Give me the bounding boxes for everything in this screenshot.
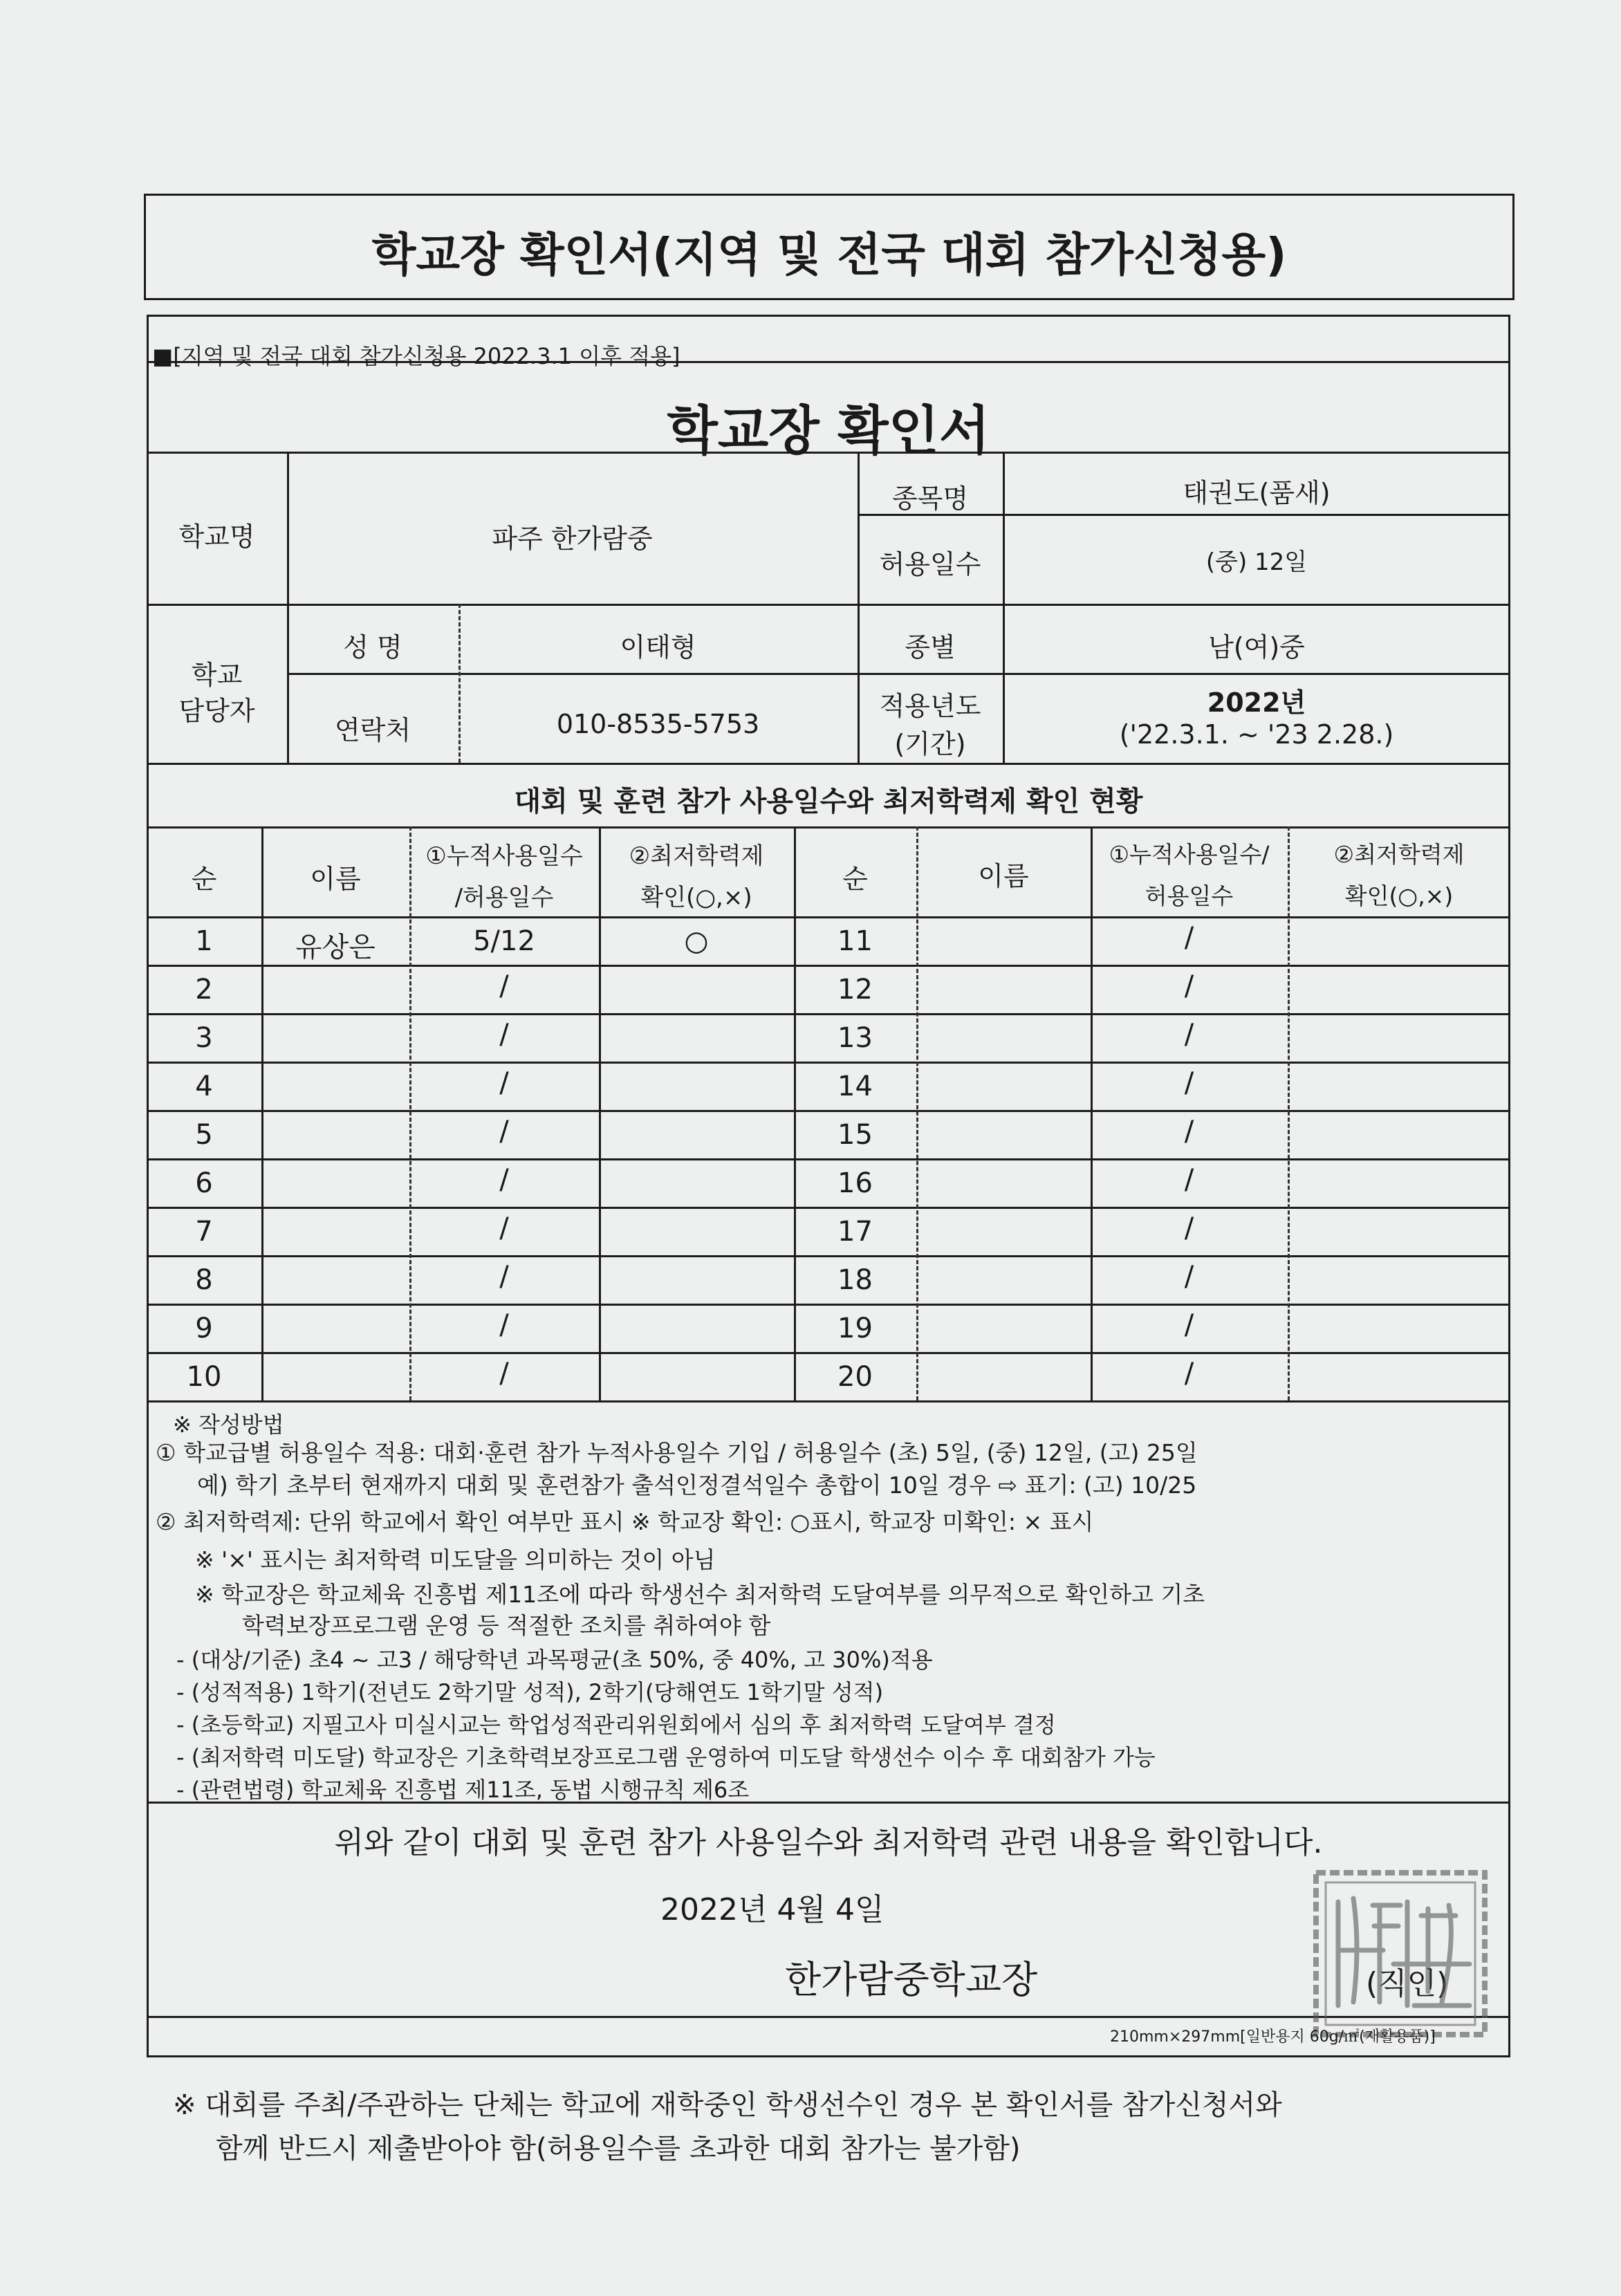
row-days-right: / xyxy=(1184,1212,1194,1244)
school-name-value: 파주 한가람중 xyxy=(492,524,653,554)
row-days: / xyxy=(499,1212,509,1244)
year-label-1: 적용년도 xyxy=(879,691,981,721)
row-days: / xyxy=(499,1019,509,1050)
principal-name: 한가람중학교장 xyxy=(785,1958,1038,2001)
row-days: / xyxy=(499,1358,509,1389)
row-no-right: 20 xyxy=(837,1361,873,1393)
row-days-right: / xyxy=(1184,1019,1194,1050)
header-min-1: ②최저학력제 xyxy=(629,842,764,870)
row-days: / xyxy=(499,970,509,1002)
row-days: / xyxy=(499,1261,509,1293)
row-no: 5 xyxy=(195,1119,213,1151)
status-title: 대회 및 훈련 참가 사용일수와 최저학력제 확인 현황 xyxy=(514,786,1143,817)
instruction-line: ① 학교급별 허용일수 적용: 대회·훈련 참가 누적사용일수 기입 / 허용일수 (초) 5일, (중) 12일, (고) 25일 xyxy=(156,1439,1198,1466)
header-days-right-2: 허용일수 xyxy=(1145,882,1234,909)
footer-note-line-1: ※ 대회를 주최/주관하는 단체는 학교에 재학중인 학생선수인 경우 본 확인서를 참가신청서와 xyxy=(173,2089,1282,2121)
gender-label: 종별 xyxy=(905,632,956,663)
row-days-right: / xyxy=(1184,1358,1194,1389)
row-days: / xyxy=(499,1164,509,1196)
row-no: 6 xyxy=(195,1167,213,1199)
instruction-line: - (성적적용) 1학기(전년도 2학기말 성적), 2학기(당해연도 1학기말 성적) xyxy=(176,1679,884,1705)
header-name: 이름 xyxy=(310,864,361,894)
header-no: 순 xyxy=(191,864,217,894)
official-seal-icon xyxy=(1310,1867,1490,2040)
row-days: / xyxy=(499,1309,509,1341)
row-no: 9 xyxy=(195,1313,213,1344)
header-name-right: 이름 xyxy=(978,861,1029,891)
instruction-line: 예) 학기 초부터 현재까지 대회 및 훈련참가 출석인정결석일수 총합이 10일 경우 ⇨ 표기: (고) 10/25 xyxy=(197,1472,1197,1499)
period-value: ('22.3.1. ~ '23 2.28.) xyxy=(1119,719,1394,750)
manager-label-2: 담당자 xyxy=(178,696,255,726)
row-days-right: / xyxy=(1184,970,1194,1002)
row-no-right: 18 xyxy=(837,1264,873,1296)
header-min-right-2: 확인(○,×) xyxy=(1344,882,1454,909)
form-title: 학교장 확인서 xyxy=(667,400,990,461)
row-no: 1 xyxy=(195,925,213,957)
row-no: 7 xyxy=(195,1216,213,1248)
name-value: 이태형 xyxy=(620,632,696,663)
instruction-line: - (대상/기준) 초4 ~ 고3 / 해당학년 과목평균(초 50%, 중 40%, 고 30%)적용 xyxy=(176,1647,933,1673)
sport-value: 태권도(품새) xyxy=(1183,478,1331,508)
instruction-line: 학력보장프로그램 운영 등 적절한 조치를 취하여야 함 xyxy=(242,1612,771,1639)
row-no-right: 11 xyxy=(837,925,873,957)
year-value: 2022년 xyxy=(1207,687,1306,718)
contact-value: 010-8535-5753 xyxy=(556,709,760,739)
allowed-days-label: 허용일수 xyxy=(879,549,981,580)
school-name-label: 학교명 xyxy=(178,521,255,552)
row-name: 유상은 xyxy=(295,932,376,963)
header-no-right: 순 xyxy=(842,864,868,894)
sport-label: 종목명 xyxy=(891,483,969,514)
confirm-date-display: 2022년 4월 4일 xyxy=(660,1892,884,1927)
header-days-right-1: ①누적사용일수/ xyxy=(1109,841,1270,868)
row-no: 3 xyxy=(195,1022,213,1054)
row-no: 10 xyxy=(186,1361,222,1393)
row-days: / xyxy=(499,1115,509,1147)
row-no-right: 19 xyxy=(837,1313,873,1344)
manager-label-1: 학교 xyxy=(191,660,243,690)
instruction-line: - (초등학교) 지필고사 미실시교는 학업성적관리위원회에서 심의 후 최저학력 도달여부 결정 xyxy=(176,1712,1056,1738)
document-header-title: 학교장 확인서(지역 및 전국 대회 참가신청용) xyxy=(371,228,1287,281)
row-days-right: / xyxy=(1184,1115,1194,1147)
row-days: 5/12 xyxy=(473,925,535,957)
row-no: 4 xyxy=(195,1071,213,1102)
instruction-line: - (최저학력 미도달) 학교장은 기초학력보장프로그램 운영하여 미도달 학생선수 이수 후 대회참가 가능 xyxy=(176,1744,1156,1770)
row-min: ○ xyxy=(684,925,709,957)
row-no-right: 17 xyxy=(837,1216,873,1248)
header-days-2: /허용일수 xyxy=(454,884,554,911)
instruction-line: ※ '×' 표시는 최저학력 미도달을 의미하는 것이 아님 xyxy=(195,1546,716,1573)
header-min-2: 확인(○,×) xyxy=(640,884,752,911)
row-days-right: / xyxy=(1184,1067,1194,1099)
instruction-line: - (관련법령) 학교체육 진흥법 제11조, 동법 시행규칙 제6조 xyxy=(176,1777,750,1803)
name-label: 성 명 xyxy=(343,632,402,663)
confirm-statement: 위와 같이 대회 및 훈련 참가 사용일수와 최저학력 관련 내용을 확인합니다. xyxy=(334,1825,1323,1860)
seal-label: (직인) xyxy=(1366,1966,1449,2001)
row-no-right: 14 xyxy=(837,1071,873,1102)
row-no: 8 xyxy=(195,1264,213,1296)
gender-value: 남(여)중 xyxy=(1208,632,1305,663)
instruction-line: ② 최저학력제: 단위 학교에서 확인 여부만 표시 ※ 학교장 확인: ○표시, 학교장 미확인: × 표시 xyxy=(156,1508,1094,1535)
row-days-right: / xyxy=(1184,1261,1194,1293)
allowed-days-value: (중) 12일 xyxy=(1205,548,1308,576)
footer-note-line-2: 함께 반드시 제출받아야 함(허용일수를 초과한 대회 참가는 불가함) xyxy=(216,2133,1021,2165)
row-no-right: 13 xyxy=(837,1022,873,1054)
row-no-right: 16 xyxy=(837,1167,873,1199)
instruction-heading: ※ 작성방법 xyxy=(173,1411,284,1438)
row-no-right: 15 xyxy=(837,1119,873,1151)
row-days-right: / xyxy=(1184,1309,1194,1341)
paper-spec: 210mm×297mm[일반용지 60g/㎡(재활용품)] xyxy=(1110,2028,1436,2046)
header-days-1: ①누적사용일수 xyxy=(425,842,583,870)
row-no: 2 xyxy=(195,974,213,1006)
year-label-2: (기간) xyxy=(894,729,966,759)
row-days-right: / xyxy=(1184,1164,1194,1196)
instruction-line: ※ 학교장은 학교체육 진흥법 제11조에 따라 학생선수 최저학력 도달여부를 의무적으로 확인하고 기초 xyxy=(195,1581,1205,1608)
form-note: ■[지역 및 전국 대회 참가신청용 2022.3.1 이후 적용] xyxy=(152,343,680,369)
row-no-right: 12 xyxy=(837,974,873,1006)
contact-label: 연락처 xyxy=(334,715,411,746)
row-days: / xyxy=(499,1067,509,1099)
header-min-right-1: ②최저학력제 xyxy=(1333,841,1465,868)
row-days-right: / xyxy=(1184,922,1194,954)
